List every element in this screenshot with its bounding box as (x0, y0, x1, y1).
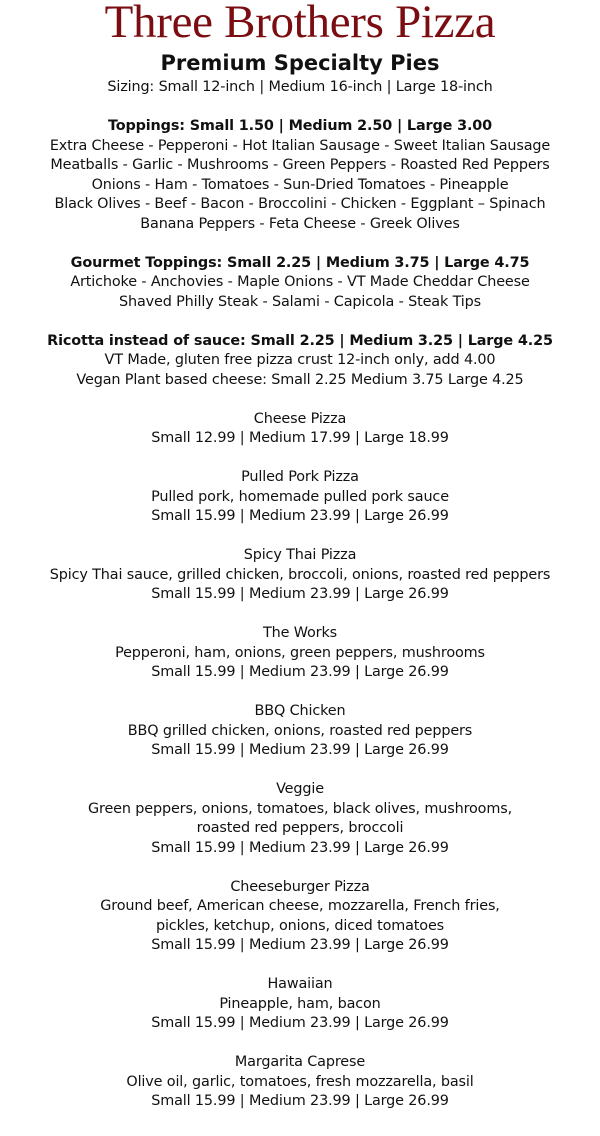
pizza-item (0, 779, 600, 857)
pizza-prices: Small 15.99 | Medium 23.99 | Large 26.99 (151, 663, 449, 680)
pizza-item (0, 974, 600, 1033)
pizza-description: Pulled pork, homemade pulled pork sauce (151, 487, 449, 505)
pizza-description: pickles, ketchup, onions, diced tomatoes (155, 916, 445, 934)
pizza-description: BBQ grilled chicken, onions, roasted red peppers (127, 721, 473, 739)
pizza-item (0, 467, 600, 526)
pizza-description: Pepperoni, ham, onions, green peppers, mushrooms (115, 643, 485, 661)
pizza-description: Olive oil, garlic, tomatoes, fresh mozzarella, basil (126, 1072, 474, 1090)
vegan-cheese-info: Vegan Plant based cheese: Small 2.25 Medium 3.75 Large 4.25 (76, 370, 524, 388)
pizza-name: BBQ Chicken (254, 702, 346, 719)
pizza-name: Veggie (276, 780, 324, 797)
pizza-description: Green peppers, onions, tomatoes, black olives, mushrooms, (87, 799, 513, 817)
pizza-description: Spicy Thai sauce, grilled chicken, broccoli, onions, roasted red peppers (49, 565, 551, 583)
pizza-prices: Small 12.99 | Medium 17.99 | Large 18.99 (151, 429, 449, 446)
toppings-line: Extra Cheese - Pepperoni - Hot Italian Sausage - Sweet Italian Sausage (49, 136, 551, 154)
restaurant-title: Three Brothers Pizza (104, 0, 496, 48)
pizza-description: Ground beef, American cheese, mozzarella, French fries, (100, 897, 500, 914)
extras-section (0, 331, 600, 390)
toppings-heading: Toppings: Small 1.50 | Medium 2.50 | Large 3.00 (107, 117, 493, 134)
pizza-name: Spicy Thai Pizza (243, 546, 357, 563)
toppings-line: Onions - Ham - Tomatoes - Sun-Dried Tomatoes - Pineapple (91, 175, 509, 193)
pizza-name: Cheese Pizza (253, 409, 347, 427)
pizza-item (0, 877, 600, 955)
pizza-item (0, 1052, 600, 1111)
pizza-name: Hawaiian (267, 975, 333, 992)
menu-subtitle: Premium Specialty Pies (160, 51, 440, 75)
pizza-prices: Small 15.99 | Medium 23.99 | Large 26.99 (151, 585, 449, 602)
ricotta-heading: Ricotta instead of sauce: Small 2.25 | Medium 3.25 | Large 4.25 (47, 331, 553, 349)
sizing-info: Sizing: Small 12-inch | Medium 16-inch | Large 18-inch (107, 78, 493, 95)
gluten-free-crust-info: VT Made, gluten free pizza crust 12-inch only, add 4.00 (104, 351, 496, 368)
pizza-prices: Small 15.99 | Medium 23.99 | Large 26.99 (151, 1014, 449, 1031)
pizza-item (0, 623, 600, 682)
pizza-prices: Small 15.99 | Medium 23.99 | Large 26.99 (151, 1092, 449, 1109)
gourmet-toppings-section (0, 253, 600, 312)
pizza-prices: Small 15.99 | Medium 23.99 | Large 26.99 (151, 838, 449, 856)
toppings-line: Black Olives - Beef - Bacon - Broccolini - Chicken - Eggplant – Spinach (54, 195, 546, 212)
toppings-section (0, 116, 600, 233)
pizza-prices: Small 15.99 | Medium 23.99 | Large 26.99 (151, 507, 449, 524)
pizza-item (0, 545, 600, 604)
gourmet-toppings-heading: Gourmet Toppings: Small 2.25 | Medium 3.75 | Large 4.75 (70, 253, 530, 271)
pizza-name: Cheeseburger Pizza (230, 877, 370, 895)
pizza-name: Pulled Pork Pizza (241, 468, 359, 485)
pizza-prices: Small 15.99 | Medium 23.99 | Large 26.99 (151, 936, 449, 953)
pizza-item (0, 409, 600, 448)
pizza-prices: Small 15.99 | Medium 23.99 | Large 26.99 (151, 741, 449, 758)
pizza-description: Pineapple, ham, bacon (219, 994, 381, 1012)
toppings-line: Meatballs - Garlic - Mushrooms - Green Peppers - Roasted Red Peppers (50, 156, 550, 173)
pizza-name: The Works (263, 624, 337, 641)
gourmet-toppings-line: Shaved Philly Steak - Salami - Capicola - Steak Tips (118, 292, 482, 310)
pizza-name: Margarita Caprese (234, 1053, 366, 1070)
toppings-line: Banana Peppers - Feta Cheese - Greek Olives (140, 214, 460, 232)
gourmet-toppings-line: Artichoke - Anchovies - Maple Onions - VT Made Cheddar Cheese (70, 273, 530, 290)
pizza-item (0, 701, 600, 760)
pizza-description: roasted red peppers, broccoli (196, 819, 404, 836)
pizza-list (0, 389, 600, 1111)
